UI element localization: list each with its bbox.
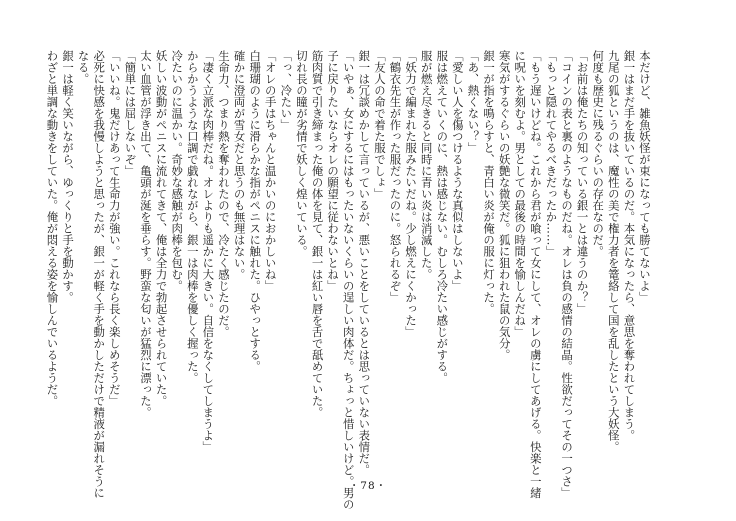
- text-line: 「お前は俺たちの知っている銀一とは違うのか？」: [575, 50, 590, 315]
- text-line: 白珊瑚のように滑らかな指がペニスに触れた。ひやっとする。: [248, 50, 263, 372]
- text-line: 銀一は冗談めかして言っているが、悪いことをしているとは思っていない表情だ。: [357, 50, 372, 476]
- text-line: 妖しい波動がペニスに流れてきて、俺は全力で勃起させられていた。: [154, 50, 169, 407]
- text-line: 「もう遅いけどね。これから君が喰って女にして、オレの虜にしてあげる。快楽と一緒: [528, 50, 543, 499]
- text-line: 「友人の命で着た服でしょ」: [372, 50, 387, 200]
- text-line: 「いやぁ、女にするにはもったいないくらいの逞しい肉体だ。ちょっと惜しいけど。男の: [341, 50, 356, 510]
- text-line: 筋肉質で引き締まった俺の体を見て、銀一は紅い唇を舌で舐めていた。: [310, 50, 325, 418]
- text-line: 切れ長の瞳が劣情で妖しく煌いている。: [294, 50, 309, 257]
- text-line: 何度も歴史に残るぐらいの存在なのだ。: [591, 50, 606, 257]
- page-number: ・78・: [348, 480, 388, 492]
- text-line: 「鶴衣先生が作った服だったのに。怒られるぞ」: [388, 50, 403, 303]
- text-line: なる。: [76, 50, 91, 85]
- text-line: 銀一は軽く笑いながら、ゆっくりと手を動かす。: [61, 50, 76, 303]
- text-line: 「簡単には屈しないぞ」: [123, 50, 138, 177]
- text-line: 服は燃えていくのに、熱は感じない。むしろ冷たい感じがする。: [435, 50, 450, 384]
- text-line: 「妖力で編まれた服みたいだね。少し燃えにくかった」: [404, 50, 419, 338]
- text-line: 必死に快感を我慢しようと思ったが、銀一が軽く手を動かしただけで精液が漏れそうに: [92, 50, 107, 499]
- text-line: 「あ、熱くない？」: [466, 50, 481, 154]
- text-line: 子に戻りたいならオレの願望に従わないとね」: [326, 50, 341, 292]
- text-line: 「コインの表と裏のようなものだね。オレは負の感情の結晶。性欲だってその一つさ」: [560, 50, 575, 499]
- text-line: 冷たいのに温かい。奇妙な感触が肉棒を包む。: [170, 50, 185, 292]
- text-line: 服が燃え尽きると同時に青い炎は消滅した。: [419, 50, 434, 280]
- text-line: 「凄く立派な肉棒だね。オレよりも遥かに大きい。自信をなくしてしまうよ」: [201, 50, 216, 453]
- text-line: 確かに澄両が雪女だと思うのも無理はない。: [232, 50, 247, 280]
- text-line: 銀一はまだ手を抜いているのだ。本気になったら、意思を奪われてしまう。: [622, 50, 637, 441]
- text-line: 「いいね。鬼だけあって生命力が強い。これなら長く楽しめそうだ」: [107, 50, 122, 407]
- text-line: 本だけど、雑魚妖怪が束になっても勝てないよ」: [638, 50, 652, 303]
- text-line: 「オレの手はちゃんと温かいのにおかしいね」: [263, 50, 278, 292]
- text-line: 「っ、冷たい」: [279, 50, 294, 131]
- text-line: 銀一が指を鳴らすと、青白い炎が俺の服に灯った。: [482, 50, 497, 315]
- text-line: 太い血管が浮き出て、亀頭が涎を垂らす。野蛮な匂いが猛烈に漂った。: [139, 50, 153, 418]
- text-line: わざと単調な動きをしていた。俺が悶える姿を愉しんでいるようだ。: [45, 50, 60, 407]
- text-line: からかうような口調で戯れながら、銀一は肉棒を優しく握った。: [185, 50, 200, 384]
- text-line: 「もっと隠れてやるべきだったか……」: [544, 50, 559, 257]
- text-line: に呪いを刻むよ。男としての最後の時間を愉しんだね」: [513, 50, 528, 338]
- text-line: 「愛しい人を傷つけるような真似はしないよ」: [450, 50, 465, 292]
- text-line: 寒気がするぐらいの妖艶な微笑だ。狐に狙われた鼠の気分。: [497, 50, 512, 361]
- text-line: 九尾の狐というのは、魔性の美で権力者を篭絡して国を乱したという大妖怪。: [606, 50, 621, 453]
- text-line: 生命力、つまり熱を奪われたので、冷たく感じたのだ。: [216, 50, 231, 338]
